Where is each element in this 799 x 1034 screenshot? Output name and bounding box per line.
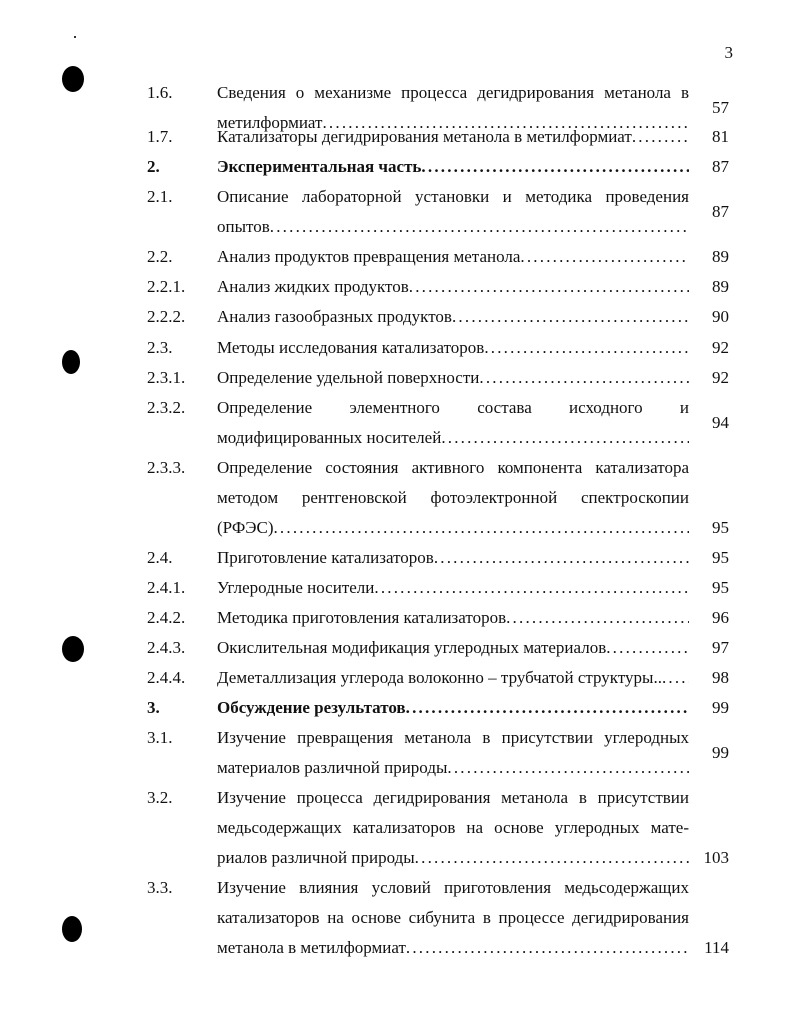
toc-entry-title [217, 302, 689, 332]
toc-entry [0, 272, 799, 302]
toc-page-number: 94 [712, 413, 729, 432]
toc-page-number: 95 [712, 518, 729, 537]
toc-entry-title [217, 663, 689, 693]
toc-title-text: Экспериментальная часть [217, 157, 422, 176]
toc-title-text: Анализ жидких продуктов [217, 277, 409, 296]
toc-entry-title [217, 333, 689, 363]
toc-entry-title [217, 603, 689, 633]
toc-title-line [217, 933, 689, 963]
toc-entry-number: 2.3. [147, 338, 173, 357]
toc-entry [0, 122, 799, 152]
toc-entry [0, 453, 799, 543]
toc-title-text: Анализ продуктов превращения метанола [217, 247, 521, 266]
toc-title-text: Методика приготовления катализаторов [217, 608, 507, 627]
toc-title-text: Приготовление катализаторов [217, 548, 434, 567]
page-number: 3 [724, 43, 733, 62]
toc-entry-number: 2.3.1. [147, 368, 186, 387]
toc-title-line [217, 573, 689, 603]
toc-entry [0, 573, 799, 603]
toc-title-line: Изучение превращения метанола в присутствии углеродных [217, 728, 689, 747]
toc-entry-title [217, 453, 689, 543]
toc-page-number: 57 [712, 98, 729, 117]
toc-title-line [217, 513, 689, 543]
toc-entry [0, 693, 799, 723]
toc-title-line: Определение элементного состава исходного и [217, 398, 689, 417]
toc-title-line [217, 122, 689, 152]
toc-entry [0, 603, 799, 633]
toc-title-text: Обсуждение результатов [217, 698, 406, 717]
toc-page-number: 95 [712, 578, 729, 597]
toc-entry [0, 182, 799, 242]
toc-title-text: Анализ газообразных продуктов [217, 307, 452, 326]
toc-entry-title [217, 633, 689, 663]
toc-entry-title [217, 272, 689, 302]
toc-title-line [217, 633, 689, 663]
toc-entry-number: 3.2. [147, 788, 173, 807]
toc-title-line: медьсодержащих катализаторов на основе углеродных мате- [217, 818, 689, 837]
dot-leader [441, 423, 689, 453]
toc-entry-title [217, 573, 689, 603]
toc-page-number: 81 [712, 127, 729, 146]
toc-entry-title [217, 363, 689, 393]
dot-leader [520, 242, 689, 272]
dot-leader [409, 272, 689, 302]
toc-title-line [217, 333, 689, 363]
dot-leader [662, 663, 689, 693]
toc-title-text: Катализаторы дегидрирования метанола в метилформиат [217, 127, 632, 146]
toc-title-text: Методы исследования катализаторов [217, 338, 485, 357]
toc-title-line [217, 543, 689, 573]
dot-leader [406, 933, 689, 963]
toc-entry-title [217, 122, 689, 152]
toc-page-number: 96 [712, 608, 729, 627]
dot-leader [273, 513, 689, 543]
toc-page-number: 95 [712, 548, 729, 567]
dot-leader [632, 122, 689, 152]
toc-title-line: методом рентгеновской фотоэлектронной спектроскопии [217, 488, 689, 507]
toc-title-line: Изучение процесса дегидрирования метанола в присутствии [217, 788, 689, 807]
toc-entry-number: 2.4.1. [147, 578, 186, 597]
toc-entry-number: 2.2.2. [147, 307, 186, 326]
toc-page-number: 99 [712, 698, 729, 717]
toc-entry-title [217, 873, 689, 963]
toc-entry-number: 2.1. [147, 187, 173, 206]
toc-title-text: метанола в метилформиат [217, 938, 406, 957]
toc-title-line: Определение состояния активного компонента катализатора [217, 458, 689, 477]
toc-title-text: модифицированных носителей [217, 428, 442, 447]
toc-entry-number: 3.3. [147, 878, 173, 897]
toc-page-number: 89 [712, 247, 729, 266]
toc-entry-number: 2.3.2. [147, 398, 186, 417]
toc-title-text: (РФЭС) [217, 518, 274, 537]
toc-page-number: 89 [712, 277, 729, 296]
toc-title-text: риалов различной природы [217, 848, 415, 867]
toc-entry [0, 152, 799, 182]
toc-page-number: 103 [703, 848, 729, 867]
toc-entry [0, 363, 799, 393]
toc-entry-number: 2.4.2. [147, 608, 186, 627]
toc-entry-title [217, 242, 689, 272]
dot-leader [374, 573, 689, 603]
dot-leader [484, 333, 689, 363]
toc-title-line [217, 272, 689, 302]
toc-title-line: катализаторов на основе сибунита в процессе дегидрирования [217, 908, 689, 927]
dot-leader [270, 212, 689, 242]
toc-entry-title [217, 543, 689, 573]
toc-title-line [217, 242, 689, 272]
toc-entry-number: 2.4.4. [147, 668, 186, 687]
dot-leader [434, 543, 689, 573]
dot-leader [479, 363, 689, 393]
toc-page-number: 87 [712, 157, 729, 176]
toc-entry [0, 302, 799, 332]
toc-title-line [217, 212, 689, 242]
toc-entry [0, 633, 799, 663]
toc-title-text: метилформиат [217, 113, 323, 132]
dot-leader [406, 693, 689, 723]
toc-page-number: 97 [712, 638, 729, 657]
toc-entry-number: 2.4.3. [147, 638, 186, 657]
toc-entry-number: 3. [147, 698, 160, 717]
toc-entry-number: 2.3.3. [147, 458, 186, 477]
toc-page-number: 114 [704, 938, 729, 957]
toc-entry-number: 2. [147, 157, 160, 176]
toc-entry-title [217, 783, 689, 873]
toc-entry [0, 783, 799, 873]
toc-title-line: Изучение влияния условий приготовления медьсодержащих [217, 878, 689, 897]
toc-title-text: Углеродные носители [217, 578, 375, 597]
toc-entry-title [217, 182, 689, 242]
dot-leader [506, 603, 689, 633]
toc-title-line [217, 603, 689, 633]
toc-entry [0, 393, 799, 453]
dot-leader [415, 843, 689, 873]
toc-entry-number: 1.7. [147, 127, 173, 146]
toc-entry-number: 1.6. [147, 83, 173, 102]
toc-page-number: 98 [712, 668, 729, 687]
toc-title-text: Определение удельной поверхности [217, 368, 480, 387]
dot-leader [447, 753, 689, 783]
toc-title-text: Деметаллизация углерода волоконно – трубчатой структуры.. [217, 668, 662, 687]
toc-page-number: 90 [712, 307, 729, 326]
toc-title-line [217, 753, 689, 783]
toc-page-number: 92 [712, 368, 729, 387]
toc-title-line [217, 843, 689, 873]
toc-title-text: опытов [217, 217, 270, 236]
toc-title-line: Сведения о механизме процесса дегидрирования метанола в [217, 83, 689, 102]
dot-leader [606, 633, 689, 663]
toc-title-text: материалов различной природы [217, 758, 448, 777]
toc-entry [0, 242, 799, 272]
toc-entry-number: 3.1. [147, 728, 173, 747]
toc-entry-title [217, 693, 689, 723]
toc-entry [0, 723, 799, 783]
toc-page-number: 87 [712, 202, 729, 221]
toc-title-line [217, 363, 689, 393]
toc-title-text: Окислительная модификация углеродных материалов [217, 638, 607, 657]
toc-entry-title [217, 723, 689, 783]
toc-entry [0, 873, 799, 963]
toc-title-line [217, 152, 689, 182]
toc-entry [0, 663, 799, 693]
dot-leader [452, 302, 689, 332]
toc-page-number: 99 [712, 743, 729, 762]
toc-entry [0, 543, 799, 573]
toc-entry-number: 2.4. [147, 548, 173, 567]
toc-entry-title [217, 152, 689, 182]
toc-title-line [217, 302, 689, 332]
toc-title-line [217, 693, 689, 723]
toc-title-line: Описание лабораторной установки и методика проведения [217, 187, 689, 206]
toc-title-line [217, 663, 689, 693]
toc-page-number: 92 [712, 338, 729, 357]
toc-entry-number: 2.2. [147, 247, 173, 266]
toc-entry-title [217, 393, 689, 453]
toc-entry-number: 2.2.1. [147, 277, 186, 296]
toc-title-line [217, 423, 689, 453]
dot-leader [421, 152, 689, 182]
toc-entry [0, 333, 799, 363]
